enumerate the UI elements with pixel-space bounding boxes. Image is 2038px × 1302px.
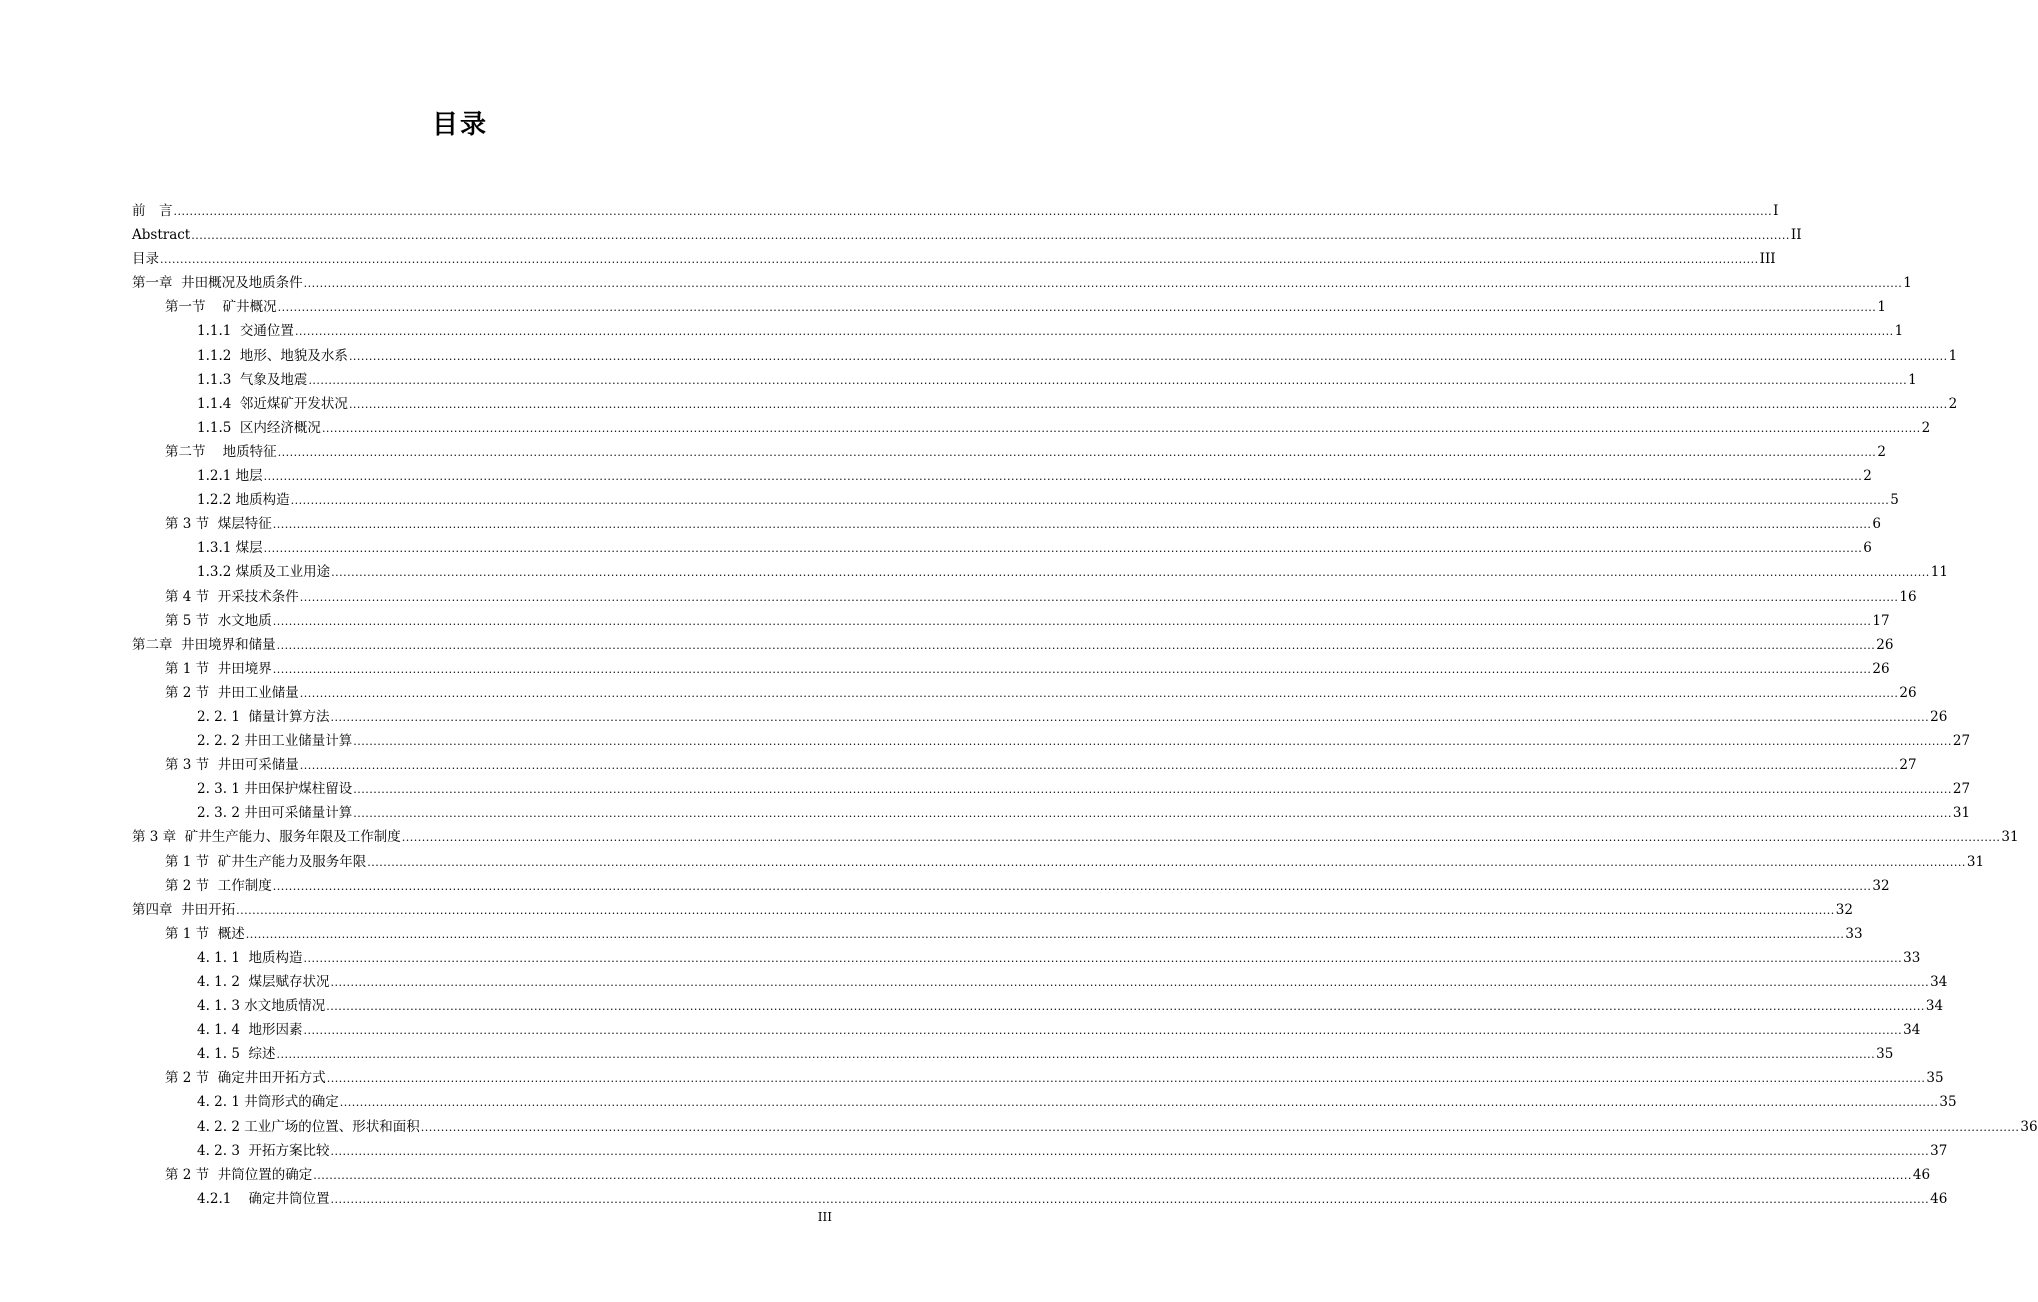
dot-leader: ................................................................................................................................................................................................................................................................................................................................................................................................................: [277, 445, 1877, 459]
toc-entry-page: 26: [1872, 660, 1890, 677]
toc-entry-title: 2. 2. 2 井田工业储量计算: [197, 733, 353, 750]
dot-leader: ................................................................................................................................................................................................................................................................................................................................................................................................................: [272, 879, 1872, 893]
dot-leader: ................................................................................................................................................................................................................................................................................................................................................................................................................: [339, 1096, 1939, 1110]
dot-leader: ................................................................................................................................................................................................................................................................................................................................................................................................................: [299, 686, 1899, 700]
toc-entry-page: 36: [2020, 1118, 2038, 1135]
toc-entry[interactable]: [132, 271, 1912, 295]
toc-entry-page: I: [1773, 203, 1779, 219]
dot-leader: ................................................................................................................................................................................................................................................................................................................................................................................................................: [245, 927, 1845, 941]
toc-entry-title: 第 2 节 工作制度: [165, 877, 272, 894]
dot-leader: ................................................................................................................................................................................................................................................................................................................................................................................................................: [276, 638, 1876, 652]
dot-leader: ................................................................................................................................................................................................................................................................................................................................................................................................................: [303, 951, 1903, 965]
toc-entry-title: 第 2 节 井田工业储量: [165, 684, 299, 701]
dot-leader: ................................................................................................................................................................................................................................................................................................................................................................................................................: [236, 903, 1835, 917]
dot-leader: ................................................................................................................................................................................................................................................................................................................................................................................................................: [353, 735, 1952, 749]
dot-leader: ................................................................................................................................................................................................................................................................................................................................................................................................................: [299, 759, 1899, 773]
dot-leader: ................................................................................................................................................................................................................................................................................................................................................................................................................: [330, 1144, 1930, 1158]
toc-entry-title: 第 5 节 水文地质: [165, 612, 272, 629]
toc-entry-page: 35: [1876, 1046, 1894, 1063]
toc-entry-title: 2. 2. 1 储量计算方法: [197, 708, 330, 725]
dot-leader: ................................................................................................................................................................................................................................................................................................................................................................................................................: [290, 494, 1890, 508]
toc-entry-title: 4. 1. 2 煤层赋存状况: [197, 974, 330, 990]
toc-entry-title: 1.1.5 区内经济概况: [197, 419, 321, 436]
toc-entry[interactable]: [132, 777, 1971, 801]
toc-entry[interactable]: [132, 825, 2019, 849]
toc-entry[interactable]: [132, 1139, 1948, 1163]
dot-leader: ................................................................................................................................................................................................................................................................................................................................................................................................................: [263, 470, 1863, 484]
toc-entry-page: 2: [1921, 419, 1931, 436]
toc-entry-title: 4. 1. 1 地质构造: [197, 949, 303, 966]
toc-entry-title: 1.3.2 煤质及工业用途: [197, 564, 331, 581]
toc-entry[interactable]: [132, 970, 1948, 994]
toc-entry-page: 27: [1952, 781, 1971, 798]
toc-entry-page: 33: [1845, 925, 1863, 942]
dot-leader: ................................................................................................................................................................................................................................................................................................................................................................................................................: [367, 855, 1966, 869]
toc-entry-title: 第二节 地质特征: [165, 443, 277, 460]
toc-entry-title: 1.2.1 地层: [197, 468, 263, 485]
toc-entry-title: 第 1 节 概述: [165, 925, 245, 942]
toc-entry-page: 31: [1952, 805, 1971, 822]
dot-leader: ................................................................................................................................................................................................................................................................................................................................................................................................................: [272, 518, 1872, 532]
dot-leader: ................................................................................................................................................................................................................................................................................................................................................................................................................: [299, 590, 1899, 604]
toc-entry-page: 35: [1939, 1094, 1957, 1111]
toc-entry-page: 27: [1899, 757, 1917, 774]
toc-entry-page: 33: [1903, 949, 1921, 966]
page-number: III: [817, 1210, 832, 1224]
toc-entry-page: 1: [1908, 371, 1917, 388]
toc-entry-title: 4. 2. 2 工业广场的位置、形状和面积: [197, 1118, 420, 1135]
toc-entry-title: 4. 1. 4 地形因素: [197, 1022, 303, 1039]
table-of-contents: [132, 199, 2038, 1211]
toc-entry[interactable]: [132, 1066, 1944, 1090]
dot-leader: ................................................................................................................................................................................................................................................................................................................................................................................................................: [303, 277, 1903, 291]
toc-entry-title: 第 1 节 矿井生产能力及服务年限: [165, 853, 367, 870]
toc-entry-page: 17: [1872, 612, 1890, 629]
toc-entry[interactable]: [132, 681, 1917, 705]
toc-entry[interactable]: [132, 633, 1894, 657]
toc-entry-page: 46: [1930, 1190, 1948, 1207]
toc-entry-title: 1.1.3 气象及地震: [197, 371, 308, 388]
dot-leader: ................................................................................................................................................................................................................................................................................................................................................................................................................: [330, 976, 1930, 989]
toc-entry-title: 第 2 节 井筒位置的确定: [165, 1166, 313, 1183]
dot-leader: ................................................................................................................................................................................................................................................................................................................................................................................................................: [331, 566, 1930, 580]
toc-entry-page: II: [1790, 227, 1802, 244]
toc-entry[interactable]: [132, 344, 1958, 368]
toc-entry[interactable]: [132, 199, 1779, 223]
toc-entry[interactable]: [132, 922, 1863, 946]
toc-entry-title: 第 3 节 井田可采储量: [165, 757, 299, 774]
toc-entry[interactable]: [132, 1018, 1921, 1042]
toc-entry[interactable]: [132, 464, 1872, 488]
toc-entry-page: 31: [1966, 853, 1985, 870]
toc-entry-title: 前 言: [132, 203, 173, 219]
dot-leader: ................................................................................................................................................................................................................................................................................................................................................................................................................: [277, 301, 1877, 315]
toc-entry-title: 2. 3. 1 井田保护煤柱留设: [197, 781, 353, 798]
toc-entry[interactable]: [132, 319, 1904, 343]
toc-entry[interactable]: [132, 874, 1890, 898]
toc-entry-title: 2. 3. 2 井田可采储量计算: [197, 805, 353, 822]
toc-entry-page: 27: [1952, 733, 1971, 750]
toc-entry[interactable]: [132, 753, 1917, 777]
toc-entry-page: 1: [1877, 299, 1886, 316]
toc-entry-title: 4. 2. 1 井筒形式的确定: [197, 1094, 339, 1111]
toc-entry[interactable]: [132, 1187, 1948, 1211]
toc-entry-title: 第 3 章 矿井生产能力、服务年限及工作制度: [132, 829, 401, 846]
toc-entry[interactable]: [132, 898, 1853, 922]
toc-entry[interactable]: [132, 247, 1776, 271]
toc-entry[interactable]: [132, 994, 1944, 1018]
toc-entry-title: 第 1 节 井田境界: [165, 660, 272, 677]
toc-entry-title: 第一章 井田概况及地质条件: [132, 275, 303, 292]
dot-leader: ................................................................................................................................................................................................................................................................................................................................................................................................................: [263, 542, 1863, 556]
toc-entry-page: 46: [1912, 1166, 1931, 1183]
toc-entry-title: 1.3.1 煤层: [197, 540, 263, 557]
toc-entry-title: 4. 1. 5 综述: [197, 1046, 276, 1063]
dot-leader: ................................................................................................................................................................................................................................................................................................................................................................................................................: [308, 373, 1908, 387]
dot-leader: ................................................................................................................................................................................................................................................................................................................................................................................................................: [330, 1192, 1930, 1206]
toc-entry-page: III: [1759, 251, 1776, 268]
dot-leader: ................................................................................................................................................................................................................................................................................................................................................................................................................: [313, 1168, 1912, 1182]
toc-entry-page: 2: [1863, 468, 1872, 485]
toc-entry-page: 11: [1930, 564, 1948, 581]
dot-leader: ................................................................................................................................................................................................................................................................................................................................................................................................................: [326, 1000, 1925, 1014]
dot-leader: ................................................................................................................................................................................................................................................................................................................................................................................................................: [173, 205, 1773, 218]
dot-leader: ................................................................................................................................................................................................................................................................................................................................................................................................................: [420, 1120, 2020, 1134]
toc-entry-title: Abstract: [132, 227, 191, 244]
dot-leader: ................................................................................................................................................................................................................................................................................................................................................................................................................: [348, 397, 1948, 411]
toc-entry[interactable]: [132, 392, 1958, 416]
toc-entry-page: 26: [1899, 684, 1917, 701]
toc-entry-title: 4.2.1 确定井筒位置: [197, 1190, 330, 1207]
toc-entry-page: 26: [1876, 636, 1894, 653]
toc-entry-title: 目录: [132, 251, 159, 268]
dot-leader: ................................................................................................................................................................................................................................................................................................................................................................................................................: [353, 783, 1952, 797]
toc-entry[interactable]: [132, 801, 1971, 825]
toc-entry[interactable]: [132, 1163, 1931, 1187]
toc-entry[interactable]: [132, 705, 1948, 729]
toc-entry[interactable]: [132, 946, 1921, 970]
dot-leader: ................................................................................................................................................................................................................................................................................................................................................................................................................: [326, 1072, 1926, 1086]
toc-entry-page: 35: [1926, 1070, 1944, 1087]
toc-entry-page: 1: [1903, 275, 1912, 292]
toc-entry[interactable]: [132, 440, 1886, 464]
dot-leader: ................................................................................................................................................................................................................................................................................................................................................................................................................: [330, 710, 1930, 724]
toc-entry[interactable]: [132, 585, 1917, 609]
toc-entry-page: 32: [1835, 901, 1853, 918]
toc-entry-title: 第 3 节 煤层特征: [165, 516, 272, 533]
toc-entry-title: 第一节 矿井概况: [165, 299, 277, 316]
toc-entry[interactable]: [132, 1090, 1957, 1114]
dot-leader: ................................................................................................................................................................................................................................................................................................................................................................................................................: [353, 807, 1952, 821]
toc-entry-title: 第二章 井田境界和储量: [132, 636, 276, 653]
dot-leader: ................................................................................................................................................................................................................................................................................................................................................................................................................: [321, 421, 1921, 435]
toc-entry-page: 34: [1903, 1022, 1921, 1039]
toc-entry-title: 第 4 节 开采技术条件: [165, 588, 299, 605]
dot-leader: ................................................................................................................................................................................................................................................................................................................................................................................................................: [303, 1024, 1903, 1038]
toc-entry-page: 34: [1925, 998, 1944, 1015]
toc-entry[interactable]: [132, 536, 1872, 560]
toc-entry[interactable]: [132, 295, 1886, 319]
toc-entry-title: 第四章 井田开拓: [132, 901, 236, 918]
page-title: 目录: [431, 110, 488, 140]
toc-entry[interactable]: [132, 416, 1931, 440]
toc-entry[interactable]: [132, 512, 1881, 536]
toc-entry-page: 31: [2001, 829, 2019, 846]
toc-entry-title: 1.1.1 交通位置: [197, 323, 294, 340]
toc-entry[interactable]: [132, 1042, 1894, 1066]
dot-leader: ................................................................................................................................................................................................................................................................................................................................................................................................................: [348, 349, 1948, 363]
toc-entry-page: 6: [1872, 516, 1881, 533]
toc-entry[interactable]: [132, 368, 1917, 392]
toc-entry-page: 1: [1894, 323, 1904, 340]
toc-entry-page: 1: [1948, 347, 1958, 364]
dot-leader: ................................................................................................................................................................................................................................................................................................................................................................................................................: [401, 831, 2001, 845]
dot-leader: ................................................................................................................................................................................................................................................................................................................................................................................................................: [272, 662, 1872, 676]
toc-entry-page: 37: [1930, 1142, 1948, 1159]
toc-entry[interactable]: [132, 657, 1890, 681]
toc-entry-page: 5: [1890, 492, 1899, 509]
toc-entry-title: 1.2.2 地质构造: [197, 492, 290, 509]
dot-leader: ................................................................................................................................................................................................................................................................................................................................................................................................................: [276, 1048, 1876, 1062]
toc-entry-title: 4. 2. 3 开拓方案比较: [197, 1142, 330, 1159]
dot-leader: ................................................................................................................................................................................................................................................................................................................................................................................................................: [191, 229, 1790, 243]
toc-entry-page: 26: [1930, 708, 1948, 725]
toc-entry[interactable]: [132, 560, 1948, 584]
toc-entry[interactable]: [132, 729, 1971, 753]
toc-entry[interactable]: [132, 1115, 2038, 1139]
toc-entry-page: 6: [1863, 540, 1872, 557]
toc-entry-page: 2: [1948, 395, 1958, 412]
toc-entry[interactable]: [132, 609, 1890, 633]
toc-entry[interactable]: [132, 223, 1802, 247]
toc-entry-title: 4. 1. 3 水文地质情况: [197, 998, 326, 1015]
toc-entry-page: 34: [1930, 974, 1948, 990]
toc-entry-page: 32: [1872, 877, 1890, 894]
toc-entry-title: 第 2 节 确定井田开拓方式: [165, 1070, 326, 1087]
dot-leader: ................................................................................................................................................................................................................................................................................................................................................................................................................: [272, 614, 1872, 628]
dot-leader: ................................................................................................................................................................................................................................................................................................................................................................................................................: [160, 253, 1759, 267]
toc-entry-page: 2: [1877, 443, 1886, 460]
toc-entry[interactable]: [132, 850, 1985, 874]
toc-entry-title: 1.1.2 地形、地貌及水系: [197, 347, 348, 364]
toc-entry-page: 16: [1899, 588, 1917, 605]
dot-leader: ................................................................................................................................................................................................................................................................................................................................................................................................................: [294, 325, 1894, 339]
toc-entry[interactable]: [132, 488, 1899, 512]
toc-entry-title: 1.1.4 邻近煤矿开发状况: [197, 395, 348, 412]
